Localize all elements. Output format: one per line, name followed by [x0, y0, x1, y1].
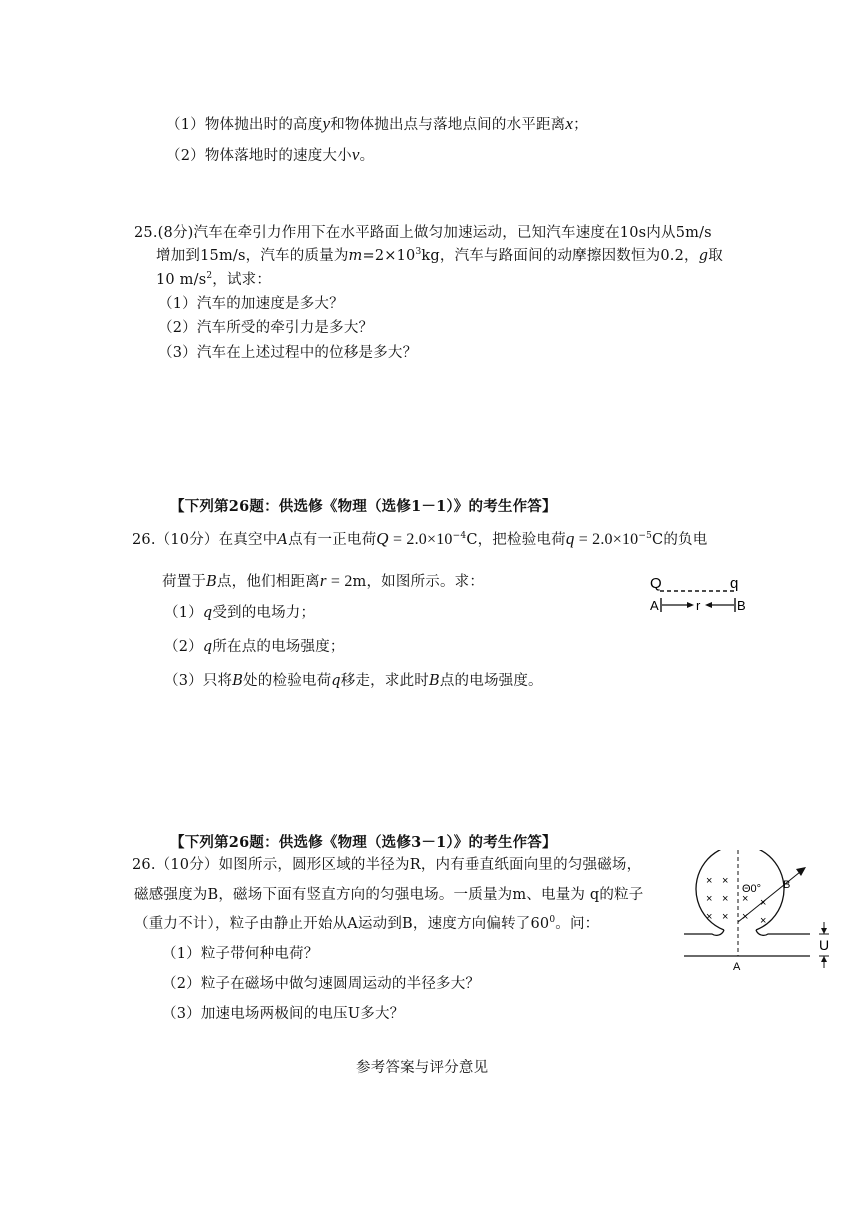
q26a-line2 — [162, 571, 484, 592]
q26a-eq1: = 2.0×10 — [388, 531, 453, 548]
var-v: v — [351, 145, 360, 164]
q26a-l2-b: 点，他们相距离 — [216, 574, 320, 590]
var-m: m — [348, 248, 363, 264]
q24-sub1-text-c: ； — [573, 117, 588, 133]
angle-label: Θ0° — [742, 883, 762, 895]
q26a-l1-c: C，把检验电荷 — [466, 532, 566, 548]
q26a-header: 【下列第26题：供选修《物理（选修1－1）》的考生作答】 — [170, 498, 557, 515]
q26a-sub3-a: （3）只将 — [164, 673, 233, 689]
var-q: q — [202, 639, 213, 655]
exp-3: 3 — [415, 247, 422, 257]
q25-line3-a: 10 m/s — [156, 272, 207, 288]
point-B: B — [232, 673, 244, 689]
q25-line2-a: 增加到15m/s，汽车的质量为 — [156, 248, 349, 264]
q26a-sub3-d: 点的电场强度。 — [439, 673, 543, 689]
right-plate-curve — [756, 930, 810, 935]
fig-label-r: r — [696, 598, 701, 613]
q26b-line2: 磁感强度为B，磁场下面有竖直方向的匀强电场。一质量为m、电量为 q的粒子 — [134, 887, 644, 903]
var-y: y — [322, 114, 331, 133]
q26a-l1-d: C的负电 — [652, 532, 708, 548]
q26a-eq-r: = 2 — [326, 573, 353, 590]
q26a-l1-b: 点有一正电荷 — [288, 532, 377, 548]
field-mark: × — [706, 893, 713, 905]
q26b-sub3: （3）加速电场两极间的电压U多大？ — [162, 1006, 405, 1022]
q24-sub1-text-b: 和物体抛出点与落地点间的水平距离 — [330, 117, 566, 133]
point-B: B — [428, 673, 440, 689]
q26a-sub2-b: 所在点的电场强度； — [212, 639, 345, 655]
field-mark: × — [760, 897, 767, 909]
q26a-sub3-c: 移走，求此时 — [340, 673, 429, 689]
label-A: A — [733, 961, 741, 973]
label-B: B — [783, 879, 791, 891]
voltage-label: U — [819, 937, 830, 953]
q24-sub2-text-b: 。 — [359, 148, 375, 164]
field-mark: × — [722, 893, 729, 905]
field-mark: × — [706, 875, 713, 887]
q24-sub2-text-a: （2）物体落地时的速度大小 — [166, 148, 352, 164]
magnetic-field-figure — [676, 850, 836, 978]
q25-line3-b: ，试求： — [212, 272, 272, 288]
fig-label-B: B — [737, 598, 746, 613]
fig-label-Q: Q — [650, 575, 662, 592]
answers-title: 参考答案与评分意见 — [356, 1060, 489, 1076]
q25-line2 — [156, 246, 723, 266]
q24-sub1 — [166, 114, 588, 135]
q26b-header: 【下列第26题：供选修《物理（选修3－1）》的考生作答】 — [170, 834, 557, 851]
var-q: q — [331, 673, 341, 689]
point-B: B — [206, 574, 217, 590]
field-mark: × — [722, 875, 729, 887]
degree-sup: 0 — [549, 915, 556, 925]
fig-label-q: q — [730, 575, 739, 592]
q25-sub3: （3）汽车在上述过程中的位移是多大？ — [158, 345, 418, 361]
left-plate-curve — [684, 930, 724, 935]
q24-sub2 — [166, 145, 374, 166]
q26a-sub3-b: 处的检验电荷 — [243, 673, 332, 689]
field-mark: × — [742, 893, 749, 905]
q25-sub1: （1）汽车的加速度是多大？ — [158, 296, 344, 312]
q26a-sub3 — [164, 671, 543, 691]
voltage-arrowhead-top — [821, 928, 827, 934]
exp-minus-4: −4 — [452, 531, 467, 541]
var-g: g — [698, 248, 709, 264]
var-x: x — [565, 114, 574, 133]
q25-line1: 25.(8分)汽车在牵引力作用下在水平路面上做匀加速运动，已知汽车速度在10s内从5m/s — [134, 225, 712, 241]
q26b-l3-a: （重力不计），粒子由静止开始从A运动到B，速度方向偏转了60 — [134, 916, 550, 932]
fig-arrowhead-right — [705, 602, 712, 608]
var-r: r — [319, 571, 327, 590]
q25-line2-d: 取 — [708, 248, 723, 264]
q26b-line3 — [134, 914, 599, 934]
q26a-sub1-a: （1） — [164, 605, 203, 621]
q26a-sub2 — [164, 637, 345, 657]
q24-sub1-text-a: （1）物体抛出时的高度 — [166, 117, 323, 133]
field-mark: × — [742, 911, 749, 923]
field-mark: × — [706, 911, 713, 923]
fig-arrowhead-left — [687, 602, 694, 608]
field-mark: × — [722, 911, 729, 923]
q26a-sub2-a: （2） — [164, 639, 203, 655]
q26a-l1-a: 26.（10分）在真空中 — [132, 532, 278, 548]
q26a-line1 — [132, 529, 707, 550]
field-mark: × — [760, 915, 767, 927]
point-A: A — [277, 532, 289, 548]
var-q: q — [202, 605, 213, 621]
q26b-sub2: （2）粒子在磁场中做匀速圆周运动的半径多大？ — [162, 976, 481, 992]
exp-2: 2 — [206, 271, 213, 281]
q25-line3 — [156, 270, 271, 290]
fig-label-A: A — [650, 598, 659, 613]
q26b-l3-b: 。问： — [555, 916, 600, 932]
q26a-sub1 — [164, 603, 315, 623]
var-Q: Q — [376, 529, 389, 548]
q26a-l2-a: 荷置于 — [162, 574, 207, 590]
q26a-eq2: = 2.0×10 — [574, 531, 639, 548]
q26b-sub1: （1）粒子带何种电荷？ — [162, 946, 319, 962]
charges-figure — [648, 572, 748, 616]
q26b-line1: 26.（10分）如图所示，圆形区域的半径为R，内有垂直纸面向里的匀强磁场， — [132, 857, 642, 873]
q26a-sub1-b: 受到的电场力； — [212, 605, 316, 621]
exp-minus-5: −5 — [638, 531, 653, 541]
q25-line2-b: =2×10 — [362, 248, 416, 264]
q25-line2-c: kg，汽车与路面间的动摩擦因数恒为0.2， — [421, 248, 699, 264]
q25-sub2: （2）汽车所受的牵引力是多大？ — [158, 320, 374, 336]
q26a-l2-c: m，如图所示。求： — [352, 574, 485, 590]
var-q: q — [565, 529, 575, 548]
